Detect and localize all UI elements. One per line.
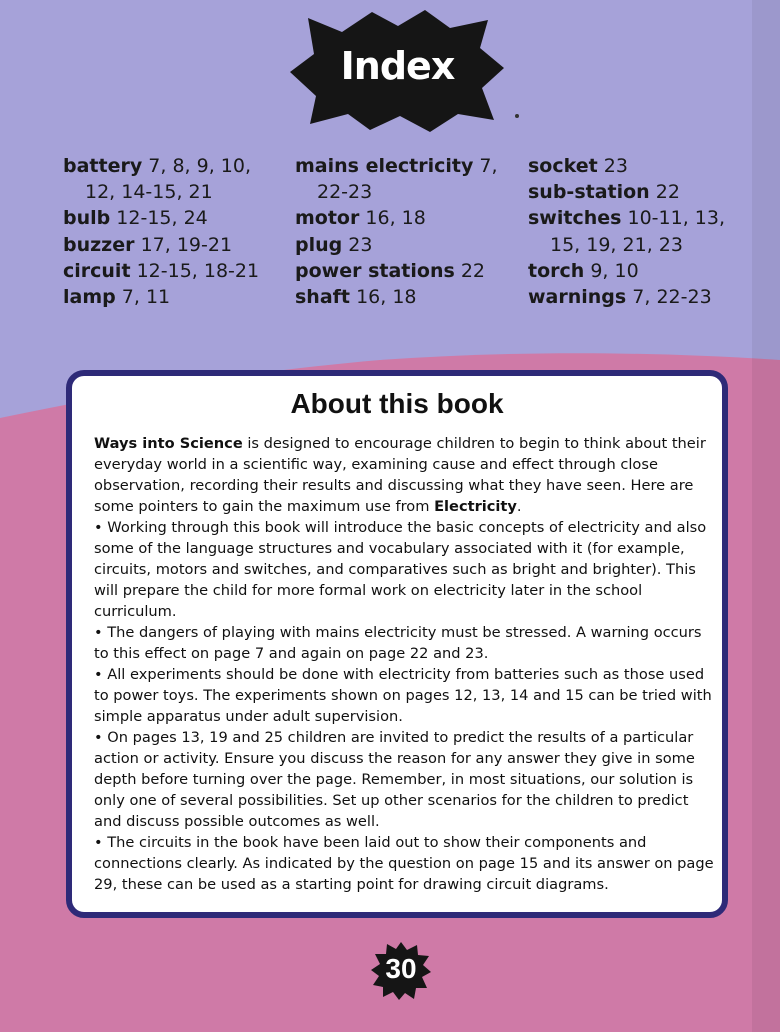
- speck: [515, 114, 519, 118]
- index-column-3: [528, 153, 758, 310]
- index-pages: 17, 19-21: [140, 233, 233, 256]
- index-pages: 7, 22-23: [632, 286, 712, 309]
- index-entry-continued: 12, 14-15, 21: [85, 181, 213, 204]
- index-entry: [528, 258, 758, 284]
- series-name: Ways into Science: [94, 435, 243, 452]
- index-pages: 16, 18: [365, 207, 426, 230]
- about-bullet: • Working through this book will introduce the basic concepts of electricity and also some of the language structures and vocabulary associated with it (for example, circuits, motors and switches, and comparatives such as bright and brighter). This will prepare the child for more formal work on electricity later in the school curriculum.: [94, 519, 707, 620]
- index-pages: 7,: [479, 155, 498, 177]
- index-pages: 7, 11: [121, 286, 171, 309]
- index-term: mains electricity: [295, 155, 474, 177]
- index-term: battery: [63, 155, 143, 177]
- intro-end: .: [516, 498, 522, 515]
- index-entry-continued: 22-23: [317, 181, 373, 204]
- about-bullet: • The dangers of playing with mains electricity must be stressed. A warning occurs to this effect on page 7 and again on page 22 and 23.: [94, 624, 702, 662]
- index-term: lamp: [63, 286, 116, 309]
- index-column-2: [295, 153, 515, 310]
- index-term: torch: [528, 259, 585, 282]
- index-entry: [528, 153, 758, 179]
- index-entry: [295, 205, 515, 231]
- index-term: motor: [295, 207, 360, 230]
- index-pages: 23: [603, 155, 628, 177]
- index-column-1: [63, 153, 283, 310]
- index-term: plug: [295, 233, 343, 256]
- index-entry: [295, 284, 515, 310]
- intro-text: is designed to encourage children to begin to think about their everyday world in a scientific way, examining cause and effect through close observation, recording their results and discussing what they have seen. Here are some pointers to gain the maximum use from: [94, 435, 706, 515]
- index-entry: [63, 205, 283, 231]
- index-term: buzzer: [63, 233, 135, 256]
- about-bullet: • On pages 13, 19 and 25 children are invited to predict the results of a particular action or activity. Ensure you discuss the reason for any answer they give in some depth before turning over the page. Remember, in most situations, our solution is only one of several possibilities. Set up other scenarios for the children to predict and discuss possible outcomes as well.: [94, 729, 695, 830]
- index-entry: [295, 232, 515, 258]
- index-pages: 10-11, 13,: [627, 207, 726, 230]
- index-term: warnings: [528, 286, 627, 309]
- index-pages: 22: [655, 181, 680, 204]
- index-entry: [528, 284, 758, 310]
- index-entry: [63, 258, 283, 284]
- index-entry: [528, 179, 758, 205]
- index-pages: 9, 10: [590, 259, 639, 282]
- about-this-book-box: [66, 370, 728, 918]
- index-entry-continued: 15, 19, 21, 23: [550, 233, 683, 256]
- book-name: Electricity: [434, 498, 517, 515]
- index-term: power stations: [295, 259, 455, 282]
- index-entry: [528, 205, 758, 231]
- about-bullet: • The circuits in the book have been laid out to show their components and connections clearly. As indicated by the question on page 15 and its answer on page 29, these can be used as a starting point for drawing circuit diagrams.: [94, 834, 714, 893]
- index-pages: 23: [348, 233, 373, 256]
- about-body: [94, 433, 714, 895]
- index-pages: 22: [460, 259, 486, 282]
- index-term: switches: [528, 207, 622, 230]
- about-bullet: • All experiments should be done with electricity from batteries such as those used to power toys. The experiments shown on pages 12, 13, 14 and 15 can be tried with simple apparatus under adult supervision.: [94, 666, 712, 725]
- index-pages: 12-15, 18-21: [136, 259, 260, 282]
- index-entry: [63, 153, 283, 179]
- index-entry: [63, 284, 283, 310]
- index-term: circuit: [63, 259, 131, 282]
- index-pages: 16, 18: [356, 286, 417, 309]
- index-entry: [295, 258, 515, 284]
- index-pages: 7, 8, 9, 10,: [148, 155, 251, 177]
- page-title: Index: [340, 44, 455, 88]
- index-term: shaft: [295, 286, 351, 309]
- index-term: socket: [528, 155, 598, 177]
- index-entry: [295, 153, 515, 179]
- index-term: bulb: [63, 207, 111, 230]
- page-number: 30: [385, 953, 417, 984]
- about-intro: [94, 433, 714, 517]
- index-pages: 12-15, 24: [116, 207, 208, 230]
- index-entry: [63, 232, 283, 258]
- about-heading: About this book: [290, 388, 504, 419]
- index-term: sub-station: [528, 181, 650, 204]
